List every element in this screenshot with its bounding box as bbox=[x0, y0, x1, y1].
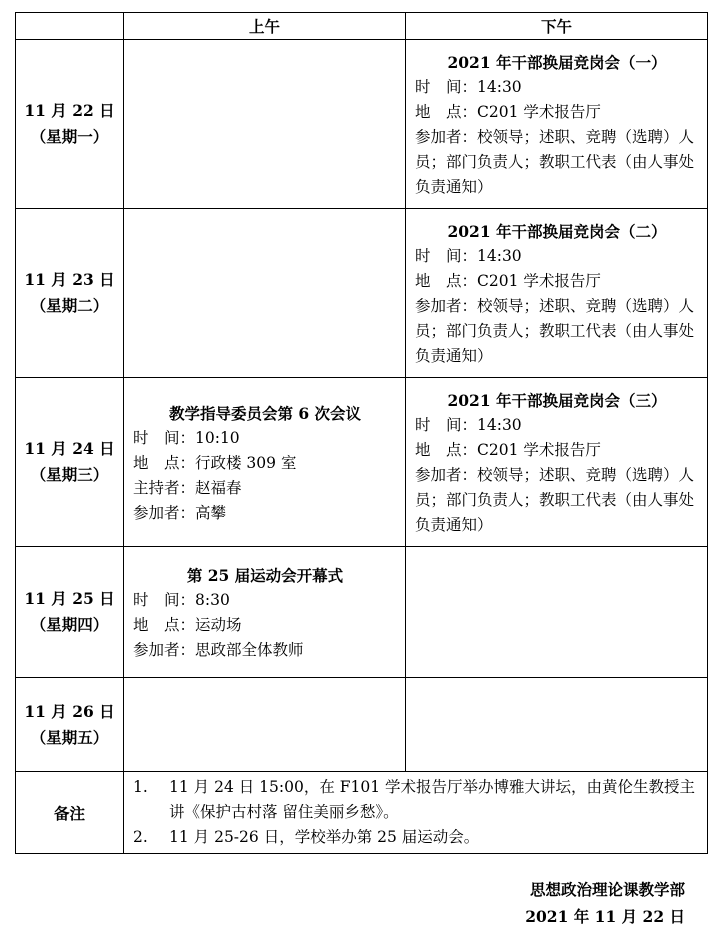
header-date-col bbox=[16, 13, 124, 40]
event-attendees: 参加者：思政部全体教师 bbox=[133, 641, 304, 659]
event-attendees: 参加者：校领导；述职、竞聘（选聘）人员；部门负责人；教职工代表（由人事处负责通知） bbox=[415, 128, 695, 196]
date-label: 11 月 24 日 bbox=[24, 439, 115, 458]
afternoon-cell bbox=[406, 209, 708, 378]
notes-cell bbox=[124, 772, 708, 854]
event-attendees: 参加者：高攀 bbox=[133, 503, 227, 522]
header-morning: 上午 bbox=[124, 13, 406, 40]
date-cell bbox=[16, 40, 124, 209]
weekday-label: （星期三） bbox=[30, 465, 109, 484]
date-label: 11 月 26 日 bbox=[24, 701, 115, 721]
table-row bbox=[16, 209, 708, 378]
event bbox=[124, 393, 405, 532]
event-host: 主持者：赵福春 bbox=[133, 478, 242, 497]
notes-row bbox=[16, 772, 708, 854]
event-title: 2021 年干部换届竞岗会（一） bbox=[447, 53, 667, 72]
afternoon-cell bbox=[406, 678, 708, 772]
weekday-label: （星期五） bbox=[30, 727, 109, 747]
table-row bbox=[16, 678, 708, 772]
event-place: 地 点：C201 学术报告厅 bbox=[415, 103, 601, 121]
event-place: 地 点：行政楼 309 室 bbox=[133, 453, 297, 472]
weekday-label: （星期四） bbox=[30, 615, 109, 634]
notes-label: 备注 bbox=[16, 772, 124, 854]
signature-department: 思想政治理论课教学部 bbox=[529, 880, 685, 899]
event-time: 时 间：14:30 bbox=[415, 78, 522, 96]
event-time: 时 间：10:10 bbox=[133, 428, 240, 447]
header-afternoon: 下午 bbox=[406, 13, 708, 40]
event bbox=[406, 42, 707, 206]
event-time: 时 间：8:30 bbox=[133, 591, 230, 609]
event-attendees: 参加者：校领导；述职、竞聘（选聘）人员；部门负责人；教职工代表（由人事处负责通知） bbox=[415, 297, 695, 365]
table-row bbox=[16, 40, 708, 209]
date-cell bbox=[16, 209, 124, 378]
note-number: 1. bbox=[133, 778, 148, 796]
morning-cell bbox=[124, 40, 406, 209]
date-label: 11 月 22 日 bbox=[24, 101, 115, 120]
list-item bbox=[133, 825, 699, 850]
event-title: 2021 年干部换届竞岗会（三） bbox=[447, 391, 667, 410]
table-row bbox=[16, 378, 708, 547]
event-time: 时 间：14:30 bbox=[415, 416, 522, 434]
afternoon-cell bbox=[406, 378, 708, 547]
weekday-label: （星期二） bbox=[30, 296, 109, 315]
afternoon-cell bbox=[406, 547, 708, 678]
event-place: 地 点：C201 学术报告厅 bbox=[415, 272, 601, 290]
morning-cell bbox=[124, 678, 406, 772]
signature-block bbox=[525, 876, 685, 930]
date-cell bbox=[16, 378, 124, 547]
list-item bbox=[133, 775, 699, 825]
date-cell bbox=[16, 678, 124, 772]
date-cell bbox=[16, 547, 124, 678]
afternoon-cell bbox=[406, 40, 708, 209]
event bbox=[406, 380, 707, 544]
event-title: 教学指导委员会第 6 次会议 bbox=[168, 403, 362, 423]
notes-list bbox=[124, 772, 707, 853]
event-title: 第 25 届运动会开幕式 bbox=[186, 566, 344, 585]
note-text: 11 月 25-26 日，学校举办第 25 届运动会。 bbox=[169, 828, 480, 846]
morning-cell bbox=[124, 378, 406, 547]
table-row bbox=[16, 547, 708, 678]
morning-cell bbox=[124, 209, 406, 378]
event bbox=[406, 211, 707, 375]
note-text: 11 月 24 日 15:00，在 F101 学术报告厅举办博雅大讲坛，由黄伦生教授主讲《保护古村落 留住美丽乡愁》。 bbox=[169, 778, 696, 821]
weekday-label: （星期一） bbox=[30, 127, 109, 146]
event-title: 2021 年干部换届竞岗会（二） bbox=[447, 222, 667, 241]
event-place: 地 点：C201 学术报告厅 bbox=[415, 441, 601, 459]
event-place: 地 点：运动场 bbox=[133, 616, 242, 634]
date-label: 11 月 25 日 bbox=[24, 589, 115, 608]
morning-cell bbox=[124, 547, 406, 678]
event bbox=[124, 555, 405, 669]
weekly-schedule-table bbox=[15, 12, 708, 854]
date-label: 11 月 23 日 bbox=[24, 270, 115, 289]
event-attendees: 参加者：校领导；述职、竞聘（选聘）人员；部门负责人；教职工代表（由人事处负责通知） bbox=[415, 466, 695, 534]
note-number: 2. bbox=[133, 828, 148, 846]
signature-date: 2021 年 11 月 22 日 bbox=[525, 907, 685, 926]
header-row bbox=[16, 13, 708, 40]
event-time: 时 间：14:30 bbox=[415, 247, 522, 265]
